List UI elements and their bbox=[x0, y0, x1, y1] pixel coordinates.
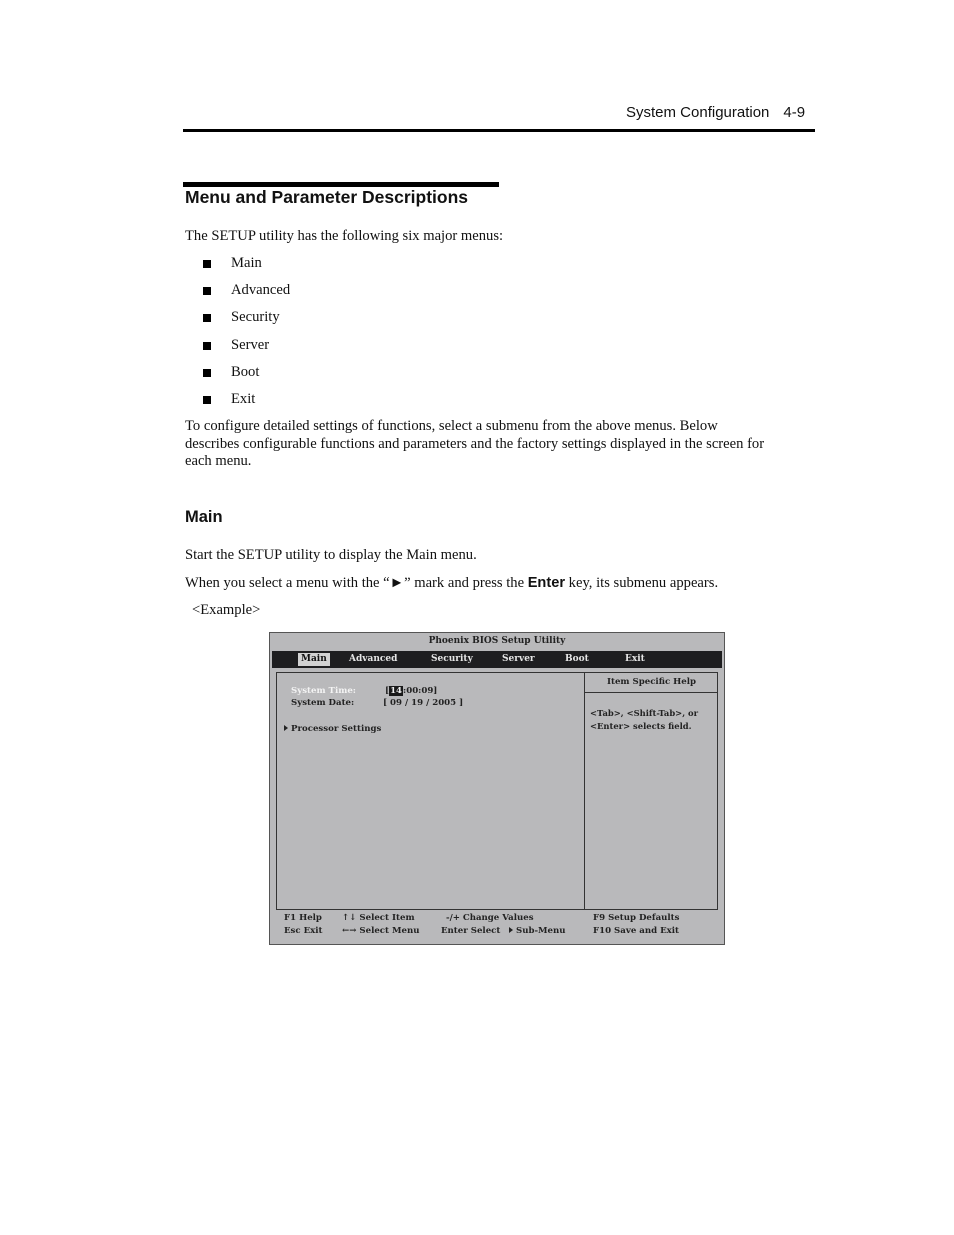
list-item: Main bbox=[203, 254, 290, 281]
bullet-icon bbox=[203, 260, 211, 268]
bullet-icon bbox=[203, 369, 211, 377]
bios-tab-exit[interactable]: Exit bbox=[625, 654, 645, 664]
bios-footer bbox=[270, 913, 724, 943]
bios-divider bbox=[584, 673, 585, 909]
chapter-title: System Configuration bbox=[626, 104, 770, 121]
header-rule bbox=[183, 129, 815, 132]
bios-tab-advanced[interactable]: Advanced bbox=[349, 654, 398, 664]
list-item: Boot bbox=[203, 363, 290, 390]
bios-tab-main[interactable]: Main bbox=[298, 653, 330, 666]
main-subsection-title: Main bbox=[185, 508, 223, 526]
submenu-arrow-icon bbox=[284, 725, 288, 731]
footer-sub-menu: Sub-Menu bbox=[509, 926, 566, 936]
submenu-arrow-icon bbox=[509, 927, 513, 933]
system-time-value[interactable]: [14:00:09] bbox=[385, 686, 438, 696]
footer-f1-help: F1 Help bbox=[284, 913, 322, 923]
footer-f9-defaults: F9 Setup Defaults bbox=[593, 913, 680, 923]
list-item: Server bbox=[203, 336, 290, 363]
bios-tab-boot[interactable]: Boot bbox=[565, 654, 589, 664]
description-paragraph: To configure detailed settings of functions, select a submenu from the above menus. Below describes configurable functions and parameters and the factory settings displayed in the screen for each menu. bbox=[185, 418, 765, 470]
time-hour-field[interactable]: 14 bbox=[390, 686, 403, 696]
bios-title: Phoenix BIOS Setup Utility bbox=[428, 636, 566, 646]
help-title: Item Specific Help bbox=[585, 673, 718, 693]
enter-key-label: Enter bbox=[527, 575, 566, 591]
bullet-icon bbox=[203, 342, 211, 350]
bullet-icon bbox=[203, 396, 211, 404]
section-title: Menu and Parameter Descriptions bbox=[185, 187, 468, 207]
list-item: Advanced bbox=[203, 281, 290, 308]
bios-main-panel bbox=[276, 672, 718, 910]
footer-enter-select: Enter Select bbox=[441, 926, 501, 936]
example-label: <Example> bbox=[192, 602, 261, 618]
submenu-instruction: When you select a menu with the “►” mark and press the Enter key, its submenu appears. bbox=[185, 575, 719, 591]
bios-tab-server[interactable]: Server bbox=[502, 654, 535, 664]
start-text: Start the SETUP utility to display the Main menu. bbox=[185, 547, 477, 563]
list-item: Security bbox=[203, 308, 290, 335]
bios-tab-security[interactable]: Security bbox=[431, 654, 473, 664]
intro-text: The SETUP utility has the following six major menus: bbox=[185, 228, 504, 244]
menu-list bbox=[203, 254, 290, 417]
bios-screenshot bbox=[269, 632, 725, 945]
system-time-label[interactable]: System Time: bbox=[291, 686, 356, 696]
footer-select-item: ↑↓ Select Item bbox=[342, 913, 415, 923]
system-date-value[interactable]: [ 09 / 19 / 2005 ] bbox=[383, 698, 464, 708]
bullet-icon bbox=[203, 314, 211, 322]
bullet-icon bbox=[203, 287, 211, 295]
footer-change-values: -/+ Change Values bbox=[446, 913, 534, 923]
processor-settings-item[interactable]: Processor Settings bbox=[284, 724, 381, 734]
page-number: 4-9 bbox=[783, 104, 806, 121]
running-header bbox=[626, 104, 805, 121]
bios-menubar bbox=[272, 651, 722, 668]
footer-f10-save: F10 Save and Exit bbox=[593, 926, 680, 936]
footer-select-menu: ←→ Select Menu bbox=[342, 926, 420, 936]
footer-esc-exit: Esc Exit bbox=[284, 926, 323, 936]
help-text: <Tab>, <Shift-Tab>, or <Enter> selects field. bbox=[590, 708, 699, 731]
list-item: Exit bbox=[203, 390, 290, 417]
system-date-label[interactable]: System Date: bbox=[291, 698, 355, 708]
